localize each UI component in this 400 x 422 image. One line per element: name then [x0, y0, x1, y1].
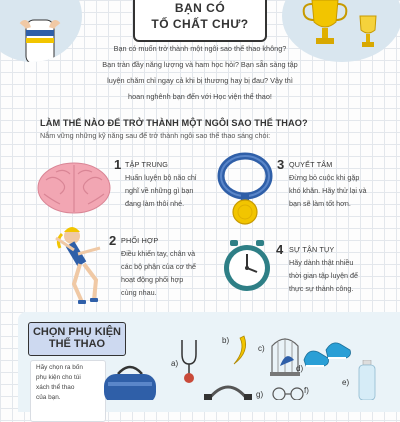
- skill-number: 1: [114, 157, 122, 172]
- stethoscope-icon[interactable]: [178, 338, 200, 384]
- skill-line: cùng nhau.: [121, 288, 157, 297]
- option-label-c: c): [258, 344, 265, 353]
- instruction-line: của bạn.: [36, 394, 61, 401]
- skill-number: 2: [109, 233, 117, 248]
- skill-heading: PHỐI HỢP: [121, 236, 159, 245]
- instruction-line: Hãy chọn ra bốn: [36, 364, 83, 371]
- headphones-icon[interactable]: [200, 380, 256, 400]
- banana-icon[interactable]: [228, 334, 252, 366]
- skill-number: 3: [277, 157, 285, 172]
- accessories-title-line1: CHỌN PHỤ KIỆN: [32, 326, 121, 338]
- glasses-icon[interactable]: [270, 386, 306, 400]
- skill-line: Huấn luyện bộ não chỉ: [125, 173, 197, 182]
- skill-heading: QUYẾT TÂM: [289, 160, 333, 169]
- instruction-line: phụ kiện cho túi: [36, 374, 81, 381]
- skill-description: [125, 171, 197, 210]
- intro-line: hoan nghênh bạn đến với Học viện thể thao!: [128, 92, 272, 101]
- option-label-f: f): [304, 386, 309, 395]
- option-label-g: g): [256, 390, 264, 399]
- gymnast-icon: [52, 222, 112, 310]
- skill-line: bạn sẽ làm tốt hơn.: [289, 199, 351, 208]
- accessories-instruction: [30, 360, 106, 422]
- skill-description: [121, 247, 196, 299]
- intro-line: Bạn có muốn trở thành một ngôi sao thể thao không?: [113, 44, 287, 53]
- sneakers-icon[interactable]: [302, 336, 354, 376]
- skill-line: Điều khiển tay, chân và: [121, 249, 196, 258]
- page-title-line1: BẠN CÓ: [174, 1, 226, 15]
- skill-description: [289, 171, 367, 210]
- brain-icon: [36, 160, 112, 216]
- section-subtitle: Nắm vững những kỹ năng sau để trở thành ngôi sao thể thao sáng chói:: [40, 131, 271, 140]
- skill-line: Đừng bỏ cuộc khi gặp: [289, 173, 360, 182]
- skill-description: [289, 256, 358, 295]
- skill-line: thực sự thành công.: [289, 284, 354, 293]
- skill-line: nghĩ về những gì bạn: [125, 186, 194, 195]
- skill-line: khó khăn. Hãy thử lại và: [289, 186, 367, 195]
- instruction-line: xách thể thao: [36, 384, 75, 391]
- option-label-a: a): [171, 359, 179, 368]
- intro-paragraph: [40, 41, 360, 105]
- skill-line: các bộ phận của cơ thể: [121, 262, 197, 271]
- skill-line: thời gian tập luyện để: [289, 271, 359, 280]
- section-title: LÀM THẾ NÀO ĐỂ TRỞ THÀNH MỘT NGÔI SAO THỂ THAO?: [40, 118, 308, 128]
- accessories-title-box: [28, 322, 126, 356]
- page-title-line2: TỐ CHẤT CHƯ?: [151, 17, 249, 31]
- skill-line: hoạt động phối hợp: [121, 275, 184, 284]
- sports-bag-icon: [100, 360, 160, 400]
- alarm-clock-icon: [222, 240, 272, 296]
- skill-number: 4: [276, 242, 284, 257]
- page-title-box: [133, 0, 267, 42]
- option-label-d: d): [296, 364, 304, 373]
- intro-line: luyện chăm chỉ ngay cả khi bị thương hay bị đau? Vậy thì: [107, 76, 293, 85]
- option-label-e: e): [342, 378, 350, 387]
- accessories-title-line2: THỂ THAO: [48, 338, 106, 350]
- intro-line: Bạn tràn đầy năng lượng và ham học hỏi? Bạn sẵn sàng tập: [102, 60, 298, 69]
- medal-icon: [214, 150, 276, 228]
- water-bottle-icon[interactable]: [356, 360, 378, 400]
- option-label-b: b): [222, 336, 230, 345]
- skill-heading: SỰ TẬN TỤY: [289, 245, 335, 254]
- skill-line: Hãy dành thật nhiều: [289, 258, 354, 267]
- skill-line: đang làm thôi nhé.: [125, 199, 185, 208]
- skill-heading: TẬP TRUNG: [125, 160, 169, 169]
